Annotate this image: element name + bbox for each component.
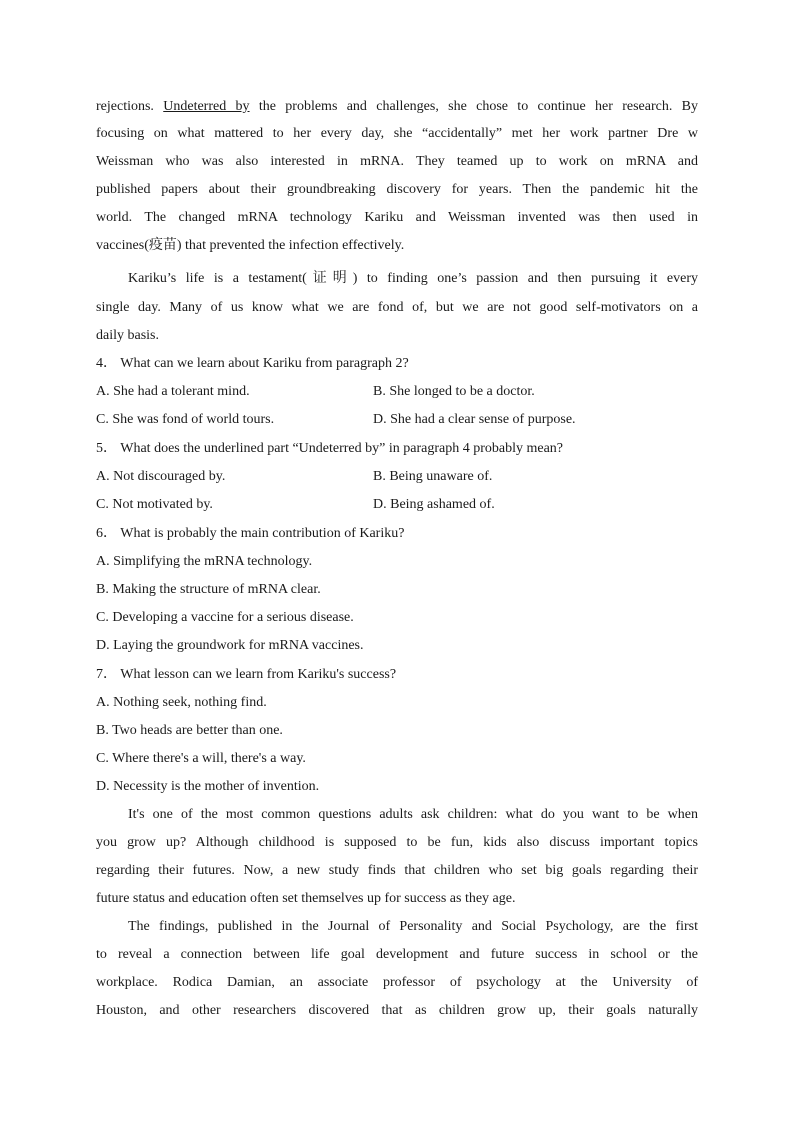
option-d[interactable]: D. Being ashamed of. [373,497,495,512]
question-stem: 4． What can we learn about Kariku from paragraph 2? [96,356,409,371]
option-b[interactable]: B. She longed to be a doctor. [373,384,535,399]
option-d[interactable]: D. Necessity is the mother of invention. [96,779,320,794]
underlined-phrase: Undeterred by [163,99,250,114]
question-stem: 6． What is probably the main contribution of Kariku? [96,526,405,541]
paragraph-line: It's one of the most common questions adults ask children: what do you want to be when [128,807,698,822]
option-a[interactable]: A. Simplifying the mRNA technology. [96,554,313,569]
passage-c-paragraph-2 [96,913,698,1025]
paragraph-line: Houston, and other researchers discovered that as children grow up, their goals naturally [96,1003,698,1018]
option-a[interactable]: A. She had a tolerant mind. [96,384,250,399]
paragraph-line: workplace. Rodica Damian, an associate professor of psychology at the University of [96,975,698,990]
line-text: world. The changed mRNA technology Kariku and Weissman invented was then used in [96,210,698,225]
paragraph-line [96,232,698,260]
option-b[interactable]: B. Making the structure of mRNA clear. [96,582,321,597]
paragraph-line: future status and education often set themselves up for success as they age. [96,891,516,906]
paragraph-line [96,94,698,120]
paragraph-line: to reveal a connection between life goal development and future success in school or the [96,947,698,962]
line-text: rejections. [96,99,164,114]
option-a[interactable]: A. Not discouraged by. [96,469,226,484]
paragraph-line: daily basis. [96,328,159,343]
option-d[interactable]: D. Laying the groundwork for mRNA vaccines. [96,638,364,653]
option-c[interactable]: C. Not motivated by. [96,497,213,512]
passage-paragraph-5 [96,264,698,350]
line-text: Weissman who was also interested in mRNA. They teamed up to work on mRNA and [96,154,698,169]
question-4 [96,350,698,434]
line-text: vaccines(疫苗) that prevented the infection effectively. [96,238,405,253]
line-text: published papers about their groundbreaking discovery for years. Then the pandemic hit the [96,182,698,197]
option-c[interactable]: C. Developing a vaccine for a serious disease. [96,610,354,625]
paragraph-line [96,120,698,148]
passage-paragraph-4 [96,94,698,260]
line-text: focusing on what mattered to her every day, she “accidentally” met her work partner Dre w [96,126,698,141]
paragraph-line [96,204,698,232]
question-stem: 5． What does the underlined part “Undeterred by” in paragraph 4 probably mean? [96,441,564,456]
question-6 [96,519,698,660]
option-b[interactable]: B. Being unaware of. [373,469,493,484]
passage-c-paragraph-1 [96,801,698,913]
option-b[interactable]: B. Two heads are better than one. [96,723,283,738]
paragraph-line: Kariku’s life is a testament(证明) to finding one’s passion and then pursuing it every [128,271,698,286]
paragraph-line [96,148,698,176]
paragraph-line: you grow up? Although childhood is supposed to be fun, kids also discuss important topics [96,835,698,850]
line-text: the problems and challenges, she chose to continue her research. By [249,99,699,114]
question-stem: 7． What lesson can we learn from Kariku's success? [96,667,397,682]
option-a[interactable]: A. Nothing seek, nothing find. [96,695,267,710]
option-c[interactable]: C. She was fond of world tours. [96,412,275,427]
paragraph-line: single day. Many of us know what we are fond of, but we are not good self-motivators on a [96,300,698,315]
option-d[interactable]: D. She had a clear sense of purpose. [373,412,576,427]
paragraph-line: The findings, published in the Journal of Personality and Social Psychology, are the first [128,919,698,934]
question-5 [96,434,698,519]
paragraph-line [96,176,698,204]
option-c[interactable]: C. Where there's a will, there's a way. [96,751,306,766]
question-7 [96,660,698,801]
exam-page [96,94,698,1025]
paragraph-line: regarding their futures. Now, a new study finds that children who set big goals regarding their [96,863,698,878]
